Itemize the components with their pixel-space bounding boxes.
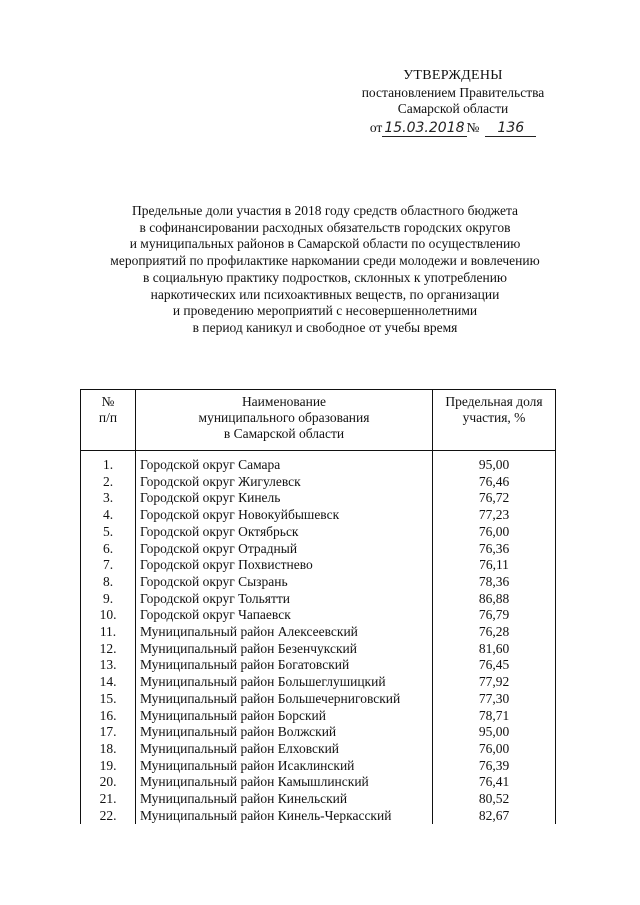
row-number: 10. xyxy=(81,607,136,624)
table-row xyxy=(81,524,556,541)
approval-heading: УТВЕРЖДЕНЫ xyxy=(403,68,503,83)
title-line: и муниципальных районов в Самарской области по осуществлению xyxy=(129,236,521,252)
share-value: 76,11 xyxy=(433,557,556,574)
table-row xyxy=(81,474,556,491)
share-value: 76,45 xyxy=(433,657,556,674)
share-value: 77,23 xyxy=(433,507,556,524)
table-row xyxy=(81,624,556,641)
share-value: 78,71 xyxy=(433,708,556,725)
row-number: 12. xyxy=(81,641,136,658)
header-share-line: участия, % xyxy=(462,410,526,425)
title-line: в софинансировании расходных обязательств городских округов xyxy=(139,219,511,235)
row-number: 14. xyxy=(81,674,136,691)
row-number: 20. xyxy=(81,774,136,791)
header-name-line: муниципального образования xyxy=(198,410,370,425)
handwritten-date: 15.03.2018 xyxy=(384,120,465,136)
row-number: 13. xyxy=(81,657,136,674)
municipality-name: Городской округ Октябрьск xyxy=(136,524,433,541)
table-row xyxy=(81,607,556,624)
share-value: 76,46 xyxy=(433,474,556,491)
row-number: 5. xyxy=(81,524,136,541)
municipality-name: Муниципальный район Большеглушицкий xyxy=(136,674,433,691)
header-share-line: Предельная доля xyxy=(445,394,543,409)
municipality-name: Городской округ Тольятти xyxy=(136,591,433,608)
handwritten-number: 136 xyxy=(485,120,536,137)
table-row xyxy=(81,641,556,658)
title-line: мероприятий по профилактике наркомании среди молодежи и вовлечению xyxy=(110,253,540,269)
table-row xyxy=(81,774,556,791)
approval-block xyxy=(338,68,568,137)
number-prefix: № xyxy=(466,120,480,135)
municipality-name: Муниципальный район Кинель-Черкасский xyxy=(136,808,433,825)
table-row xyxy=(81,724,556,741)
table-row xyxy=(81,758,556,775)
municipality-name: Муниципальный район Елховский xyxy=(136,741,433,758)
share-value: 95,00 xyxy=(433,724,556,741)
row-number: 1. xyxy=(81,451,136,474)
table-row xyxy=(81,490,556,507)
share-value: 80,52 xyxy=(433,791,556,808)
municipality-name: Городской округ Кинель xyxy=(136,490,433,507)
share-value: 95,00 xyxy=(433,451,556,474)
approval-line-1: постановлением Правительства xyxy=(361,85,545,100)
shares-table-container xyxy=(80,389,555,824)
municipality-name: Муниципальный район Большечерниговский xyxy=(136,691,433,708)
table-row xyxy=(81,591,556,608)
header-name-line: в Самарской области xyxy=(223,426,345,441)
table-row xyxy=(81,674,556,691)
table-row xyxy=(81,808,556,825)
share-value: 81,60 xyxy=(433,641,556,658)
header-municipality xyxy=(136,390,433,451)
municipality-name: Муниципальный район Безенчукский xyxy=(136,641,433,658)
municipality-name: Муниципальный район Богатовский xyxy=(136,657,433,674)
row-number: 8. xyxy=(81,574,136,591)
row-number: 21. xyxy=(81,791,136,808)
table-row xyxy=(81,691,556,708)
municipality-name: Городской округ Сызрань xyxy=(136,574,433,591)
header-number-line: п/п xyxy=(98,410,118,425)
share-value: 76,79 xyxy=(433,607,556,624)
share-value: 76,00 xyxy=(433,524,556,541)
table-row xyxy=(81,541,556,558)
municipality-name: Городской округ Новокуйбышевск xyxy=(136,507,433,524)
title-line: и проведению мероприятий с несовершеннолетними xyxy=(172,303,478,319)
table-row xyxy=(81,791,556,808)
table-row xyxy=(81,657,556,674)
table-header-row xyxy=(81,390,556,451)
municipality-name: Городской округ Самара xyxy=(136,451,433,474)
municipality-name: Городской округ Жигулевск xyxy=(136,474,433,491)
row-number: 19. xyxy=(81,758,136,775)
row-number: 11. xyxy=(81,624,136,641)
row-number: 15. xyxy=(81,691,136,708)
title-line: в период каникул и свободное от учебы время xyxy=(192,319,458,335)
row-number: 9. xyxy=(81,591,136,608)
row-number: 17. xyxy=(81,724,136,741)
title-line: Предельные доли участия в 2018 году средств областного бюджета xyxy=(131,203,519,218)
date-prefix: от xyxy=(369,120,383,135)
share-value: 76,72 xyxy=(433,490,556,507)
table-row xyxy=(81,574,556,591)
share-value: 82,67 xyxy=(433,808,556,825)
municipality-name: Муниципальный район Кинельский xyxy=(136,791,433,808)
municipality-name: Муниципальный район Алексеевский xyxy=(136,624,433,641)
title-line: в социальную практику подростков, склонных к употреблению xyxy=(142,269,508,285)
row-number: 7. xyxy=(81,557,136,574)
municipality-name: Муниципальный район Борский xyxy=(136,708,433,725)
row-number: 6. xyxy=(81,541,136,558)
row-number: 18. xyxy=(81,741,136,758)
municipality-name: Муниципальный район Исаклинский xyxy=(136,758,433,775)
shares-table xyxy=(80,389,556,824)
share-value: 76,00 xyxy=(433,741,556,758)
row-number: 3. xyxy=(81,490,136,507)
approval-line-2: Самарской области xyxy=(397,101,509,116)
table-row xyxy=(81,507,556,524)
municipality-name: Муниципальный район Камышлинский xyxy=(136,774,433,791)
header-number xyxy=(81,390,136,451)
table-row xyxy=(81,741,556,758)
municipality-name: Городской округ Чапаевск xyxy=(136,607,433,624)
header-share xyxy=(433,390,556,451)
share-value: 76,39 xyxy=(433,758,556,775)
share-value: 77,30 xyxy=(433,691,556,708)
row-number: 4. xyxy=(81,507,136,524)
municipality-name: Муниципальный район Волжский xyxy=(136,724,433,741)
municipality-name: Городской округ Похвистнево xyxy=(136,557,433,574)
row-number: 22. xyxy=(81,808,136,825)
share-value: 76,28 xyxy=(433,624,556,641)
title-line: наркотических или психоактивных веществ, по организации xyxy=(150,286,500,302)
approval-date-line xyxy=(338,120,568,137)
table-row xyxy=(81,708,556,725)
municipality-name: Городской округ Отрадный xyxy=(136,541,433,558)
share-value: 78,36 xyxy=(433,574,556,591)
row-number: 2. xyxy=(81,474,136,491)
share-value: 76,41 xyxy=(433,774,556,791)
row-number: 16. xyxy=(81,708,136,725)
share-value: 86,88 xyxy=(433,591,556,608)
table-row xyxy=(81,451,556,474)
document-title xyxy=(95,203,555,337)
share-value: 76,36 xyxy=(433,541,556,558)
header-name-line: Наименование xyxy=(241,394,327,409)
share-value: 77,92 xyxy=(433,674,556,691)
header-number-line: № xyxy=(101,394,115,409)
table-row xyxy=(81,557,556,574)
